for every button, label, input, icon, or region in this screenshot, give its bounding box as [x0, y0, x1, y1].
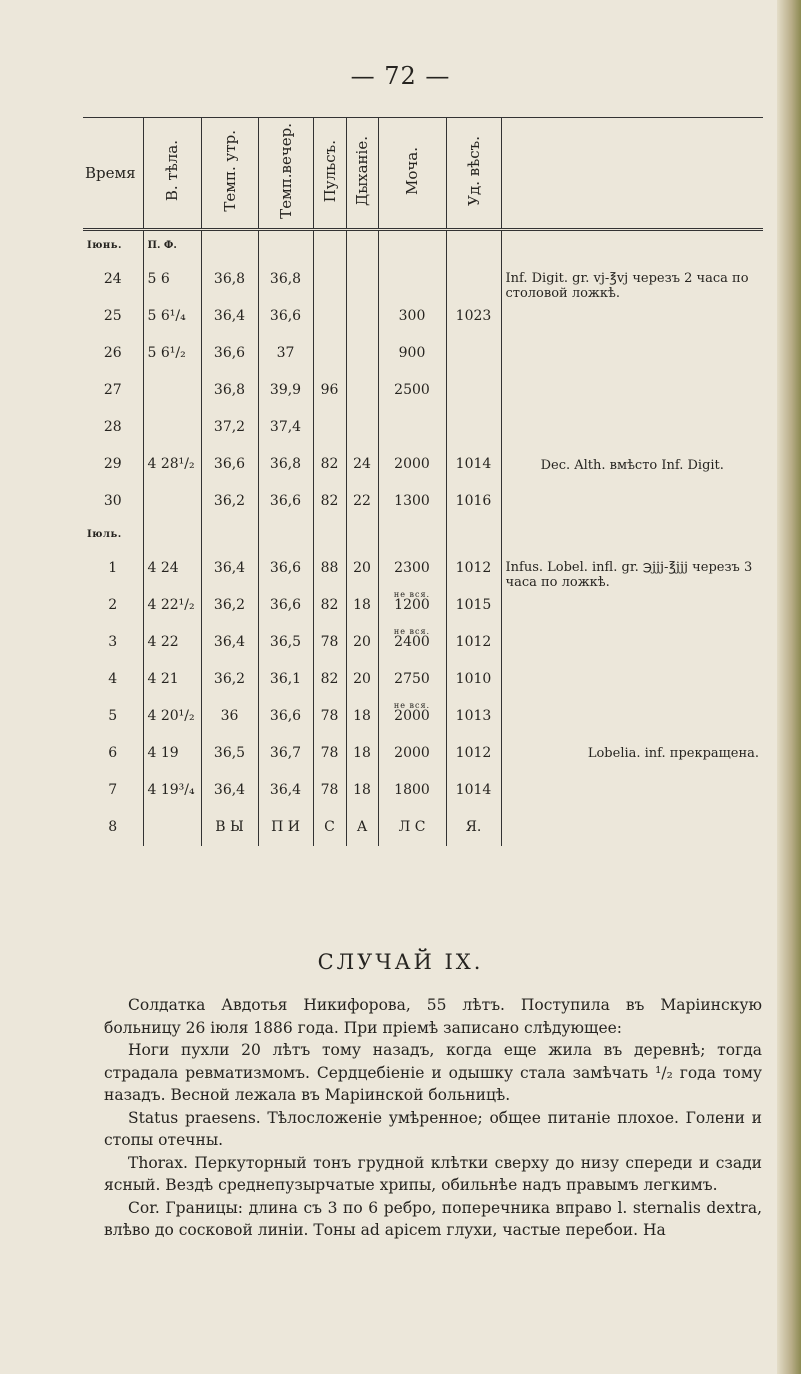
cell-urine — [378, 261, 446, 298]
cell-temp-morning: 36,4 — [201, 298, 258, 335]
cell-pulse: 78 — [313, 735, 346, 772]
header-time: Время — [83, 118, 143, 230]
cell-gravity: 1016 — [446, 483, 501, 520]
cell-urine: 2300 — [378, 550, 446, 587]
header-notes — [501, 118, 763, 230]
cell-gravity: 1012 — [446, 550, 501, 587]
paragraph: Ноги пухли 20 лѣтъ тому назадъ, когда еще жила въ деревнѣ; тогда страдала ревматизмомъ. Сердцебіеніе и одышку стала замѣчать ¹/₂ года тому назадъ. Весной лежала въ Маріинской больницѣ. — [104, 1041, 762, 1104]
cell-temp-evening: 36,4 — [258, 772, 313, 809]
cell-temp-evening: 39,9 — [258, 372, 313, 409]
cell-temp-evening: 36,5 — [258, 624, 313, 661]
table-row — [83, 372, 763, 409]
cell-temp-morning: 36,5 — [201, 735, 258, 772]
paragraph: Thorax. Перкуторный тонъ грудной клѣтки сверху до низу спереди и сзади ясный. Вездѣ среднепузырчатые хрипы, обильнѣе надъ правымъ легкимъ. — [104, 1153, 762, 1194]
cell-temp-morning: 36,2 — [201, 661, 258, 698]
cell-temp-morning: 36,2 — [201, 587, 258, 624]
cell-temp-morning: 37,2 — [201, 409, 258, 446]
case-description — [104, 994, 762, 1242]
table-row — [83, 772, 763, 809]
table-row — [83, 735, 763, 772]
table-row — [83, 587, 763, 624]
cell-pulse — [313, 335, 346, 372]
urine-note: не вся. — [393, 701, 431, 710]
paragraph: Солдатка Авдотья Никифорова, 55 лѣтъ. Поступила въ Маріинскую больницу 26 іюля 1886 года. При пріемѣ записано слѣдующее: — [104, 996, 762, 1037]
paragraph: Status praesens. Тѣлосложеніе умѣренное; общее питаніе плохое. Голени и стопы отечны. — [104, 1108, 762, 1149]
cell-breathing — [346, 261, 378, 298]
header-temp-morning: Темп. утр. — [220, 130, 239, 212]
cell-temp-evening: 36,6 — [258, 550, 313, 587]
cell-pulse: 82 — [313, 483, 346, 520]
cell-day: 25 — [103, 308, 122, 324]
cell-temp-evening: 36,6 — [258, 698, 313, 735]
cell-day: 1 — [108, 560, 118, 576]
cell-discharged-1: В Ы — [201, 809, 258, 846]
cell-urine: 2000 — [378, 446, 446, 483]
cell-urine: 2750 — [378, 661, 446, 698]
cell-temp-evening: 36,6 — [258, 483, 313, 520]
cell-day: 26 — [103, 345, 122, 361]
table-row — [83, 298, 763, 335]
cell-temp-evening: 36,6 — [258, 587, 313, 624]
page-edge — [777, 0, 801, 1374]
cell-pulse: 82 — [313, 661, 346, 698]
table-row — [83, 809, 763, 846]
cell-breathing: 24 — [346, 446, 378, 483]
cell-day: 6 — [108, 745, 118, 761]
cell-urine: 1200 — [394, 597, 430, 613]
cell-temp-morning: 36,8 — [201, 372, 258, 409]
header-specific-gravity: Уд. вѣсъ. — [464, 136, 483, 206]
cell-urine: 2400 — [394, 634, 430, 650]
table-row — [83, 335, 763, 372]
cell-discharged-2: П И — [258, 809, 313, 846]
cell-day: 27 — [103, 382, 122, 398]
header-pulse: Пульсъ. — [320, 139, 339, 203]
cell-temp-evening: 37 — [258, 335, 313, 372]
cell-day: 24 — [103, 271, 122, 287]
cell-breathing: 18 — [346, 698, 378, 735]
section-title: СЛУЧАЙ IX. — [317, 950, 484, 974]
cell-weight: 4 22 — [143, 624, 201, 661]
note-infus-lobel: Infus. Lobel. infl. gr. ℈jjj-℥jjj черезъ 3 часа по ложкѣ. — [505, 560, 753, 590]
cell-discharged-3: С — [313, 809, 346, 846]
cell-breathing: 22 — [346, 483, 378, 520]
cell-discharged-4: А — [346, 809, 378, 846]
cell-temp-evening: 36,8 — [258, 261, 313, 298]
cell-breathing — [346, 409, 378, 446]
cell-temp-evening: 37,4 — [258, 409, 313, 446]
urine-note: не вся. — [393, 590, 431, 599]
cell-weight: 4 19 — [143, 735, 201, 772]
cell-day: 5 — [108, 708, 118, 724]
cell-pulse: 82 — [313, 587, 346, 624]
table-row — [83, 446, 763, 483]
cell-urine — [378, 409, 446, 446]
table-row — [83, 624, 763, 661]
cell-day: 8 — [108, 819, 118, 835]
cell-day: 2 — [108, 597, 118, 613]
cell-breathing: 20 — [346, 624, 378, 661]
cell-weight: 4 22¹/₂ — [143, 587, 201, 624]
table-row — [83, 550, 763, 587]
cell-weight: 5 6¹/₂ — [143, 335, 201, 372]
cell-urine: 2500 — [378, 372, 446, 409]
table-row — [83, 483, 763, 520]
cell-temp-morning: 36,4 — [201, 550, 258, 587]
cell-gravity — [446, 335, 501, 372]
cell-gravity: 1010 — [446, 661, 501, 698]
cell-urine: 300 — [378, 298, 446, 335]
cell-pulse: 78 — [313, 698, 346, 735]
cell-gravity: 1014 — [446, 446, 501, 483]
cell-breathing: 20 — [346, 661, 378, 698]
cell-urine: 900 — [378, 335, 446, 372]
cell-weight: 4 20¹/₂ — [143, 698, 201, 735]
cell-day: 28 — [103, 419, 122, 435]
cell-weight — [143, 372, 201, 409]
cell-breathing — [346, 335, 378, 372]
cell-pulse: 88 — [313, 550, 346, 587]
month-label: Іюль. — [87, 529, 122, 540]
cell-pulse — [313, 409, 346, 446]
table-row — [83, 698, 763, 735]
cell-breathing: 18 — [346, 772, 378, 809]
tb-label: П. Ф. — [143, 230, 201, 262]
table-row — [83, 409, 763, 446]
cell-weight — [143, 483, 201, 520]
note-lobelia-stop: Lobelia. inf. прекращена. — [587, 746, 759, 761]
table-row — [83, 261, 763, 298]
cell-day: 7 — [108, 782, 118, 798]
header-urine: Моча. — [403, 146, 421, 196]
month-row-july — [83, 520, 763, 550]
cell-temp-morning: 36 — [201, 698, 258, 735]
cell-temp-morning: 36,2 — [201, 483, 258, 520]
cell-pulse: 82 — [313, 446, 346, 483]
page-number: — 72 — — [350, 62, 451, 90]
cell-urine: 2000 — [378, 735, 446, 772]
note-dec-alth: Dec. Alth. вмѣсто Inf. Digit. — [540, 458, 724, 473]
cell-pulse: 78 — [313, 772, 346, 809]
urine-note: не вся. — [393, 627, 431, 636]
cell-weight: 5 6 — [143, 261, 201, 298]
cell-day: 4 — [108, 671, 118, 687]
cell-gravity — [446, 261, 501, 298]
cell-pulse: 96 — [313, 372, 346, 409]
cell-urine: 1300 — [378, 483, 446, 520]
cell-day: 29 — [103, 456, 122, 472]
cell-temp-evening: 36,1 — [258, 661, 313, 698]
cell-day: 3 — [108, 634, 118, 650]
month-row-june — [83, 230, 763, 262]
observation-table — [83, 117, 763, 846]
cell-day: 30 — [103, 493, 122, 509]
cell-temp-morning: 36,4 — [201, 624, 258, 661]
header-body-temp: В. тѣла. — [163, 140, 181, 202]
cell-urine: 2000 — [394, 708, 430, 724]
cell-weight: 4 21 — [143, 661, 201, 698]
cell-pulse — [313, 261, 346, 298]
cell-gravity: 1014 — [446, 772, 501, 809]
cell-gravity: 1023 — [446, 298, 501, 335]
cell-gravity: 1012 — [446, 624, 501, 661]
cell-weight: 4 28¹/₂ — [143, 446, 201, 483]
cell-temp-evening: 36,6 — [258, 298, 313, 335]
cell-temp-evening: 36,8 — [258, 446, 313, 483]
cell-breathing: 18 — [346, 587, 378, 624]
cell-gravity: 1015 — [446, 587, 501, 624]
cell-gravity — [446, 372, 501, 409]
header-breathing: Дыханіе. — [353, 136, 371, 206]
header-temp-evening: Темп.вечер. — [276, 123, 295, 219]
cell-weight — [143, 809, 201, 846]
table-row — [83, 661, 763, 698]
cell-temp-evening: 36,7 — [258, 735, 313, 772]
cell-temp-morning: 36,6 — [201, 335, 258, 372]
cell-weight: 4 19³/₄ — [143, 772, 201, 809]
cell-weight: 4 24 — [143, 550, 201, 587]
cell-temp-morning: 36,4 — [201, 772, 258, 809]
cell-breathing: 18 — [346, 735, 378, 772]
cell-pulse — [313, 298, 346, 335]
cell-breathing: 20 — [346, 550, 378, 587]
cell-weight: 5 6¹/₄ — [143, 298, 201, 335]
note-inf-digit: Inf. Digit. gr. vj-℥vj черезъ 2 часа по столовой ложкѣ. — [505, 271, 749, 301]
cell-temp-morning: 36,6 — [201, 446, 258, 483]
cell-discharged-5: Л С — [378, 809, 446, 846]
cell-discharged-6: Я. — [446, 809, 501, 846]
cell-gravity — [446, 409, 501, 446]
cell-pulse: 78 — [313, 624, 346, 661]
cell-gravity: 1013 — [446, 698, 501, 735]
cell-temp-morning: 36,8 — [201, 261, 258, 298]
cell-urine: 1800 — [378, 772, 446, 809]
cell-gravity: 1012 — [446, 735, 501, 772]
paragraph: Cor. Границы: длина съ 3 по 6 ребро, поперечника вправо l. sternalis dextra, влѣво до сосковой линіи. Тоны ad apicem глухи, частые перебои. На — [104, 1198, 762, 1239]
cell-breathing — [346, 298, 378, 335]
month-label: Іюнь. — [87, 240, 123, 251]
cell-breathing — [346, 372, 378, 409]
cell-weight — [143, 409, 201, 446]
